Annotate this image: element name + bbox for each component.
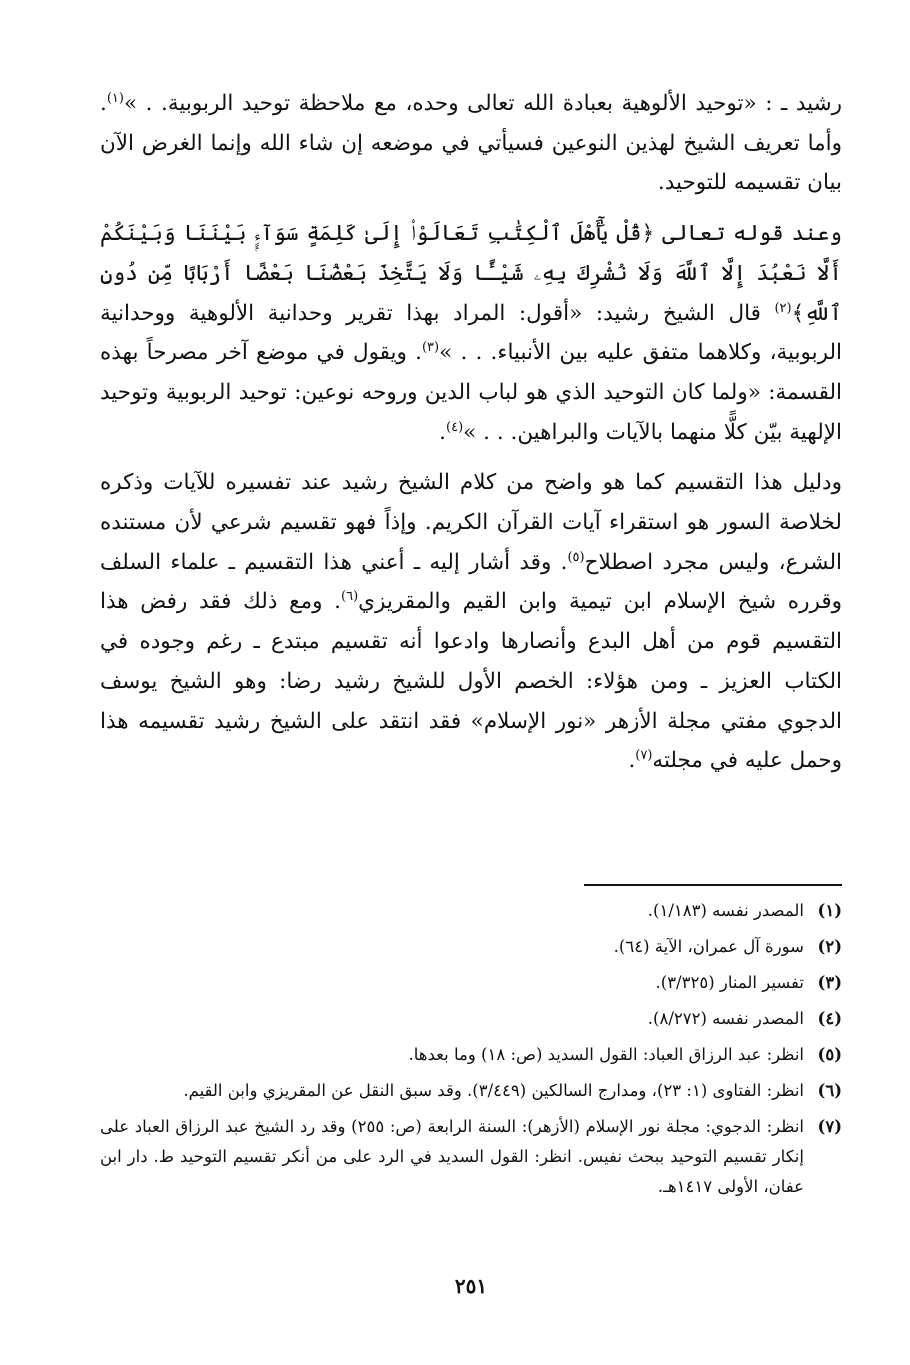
paragraph-text: ودليل هذا التقسيم كما هو واضح من كلام الشيخ رشيد عند تفسيره للآيات وذكره لخلاصة السور هو استقراء آيات القرآن الكريم. وإذاً فهو تقسيم شرعي لأن مستنده الشرع، وليس مجرد اصطلاح [100, 470, 842, 575]
footnote-reference[interactable]: (٣) [421, 340, 440, 356]
footnote-text: المصدر نفسه (١/١٨٣). [647, 901, 804, 920]
paragraph-text: . ومع ذلك فقد رفض هذا التقسيم قوم من أهل البدع وأنصارها وادعوا أنه تقسيم مبتدع ـ رغم وجوده في الكتاب العزيز ـ ومن هؤلاء: الخصم الأول للشيخ رشيد رضا: وهو الشيخ يوسف الدجوي مفتي مجلة الأزهر «نور الإسلام» فقد انتقد على الشيخ رشيد تقسيمه هذا وحمل عليه في مجلته [100, 589, 842, 774]
paragraph-text: رشيد ـ : «توحيد الألوهية بعبادة الله تعالى وحده، مع ملاحظة توحيد الربوبية. . » [123, 91, 842, 116]
footnote-reference[interactable]: (١) [106, 90, 124, 106]
footnote-text: انظر: الفتاوى (١: ٢٣)، ومدارج السالكين (٣/٤٤٩). وقد سبق النقل عن المقريزي وابن القيم. [183, 1081, 804, 1100]
footnote-number: (٣) [817, 973, 842, 992]
footnote-item [100, 896, 842, 926]
body-paragraph [100, 463, 842, 781]
paragraph-text: . [628, 748, 636, 774]
footnote-number: (١) [817, 901, 842, 920]
paragraph-text: . وأما تعريف الشيخ لهذين النوعين فسيأتي في موضعه إن شاء الله وإنما الغرض الآن بيان تقسيمه للتوحيد. [100, 91, 842, 196]
document-page [100, 84, 842, 1314]
paragraph-text: قال الشيخ رشيد: «أقول: المراد بهذا تقرير وحدانية الألوهية ووحدانية الربوبية، وكلاهما متفق عليه بين الأنبياء. . . » [100, 300, 843, 366]
footnote-reference[interactable]: (٤) [446, 419, 464, 435]
footnote-text: المصدر نفسه (٨/٢٧٢). [647, 1009, 804, 1028]
footnote-separator [584, 884, 842, 886]
footnote-reference[interactable]: (٥) [567, 549, 585, 565]
footnote-item [100, 1004, 842, 1034]
footnotes-list [100, 896, 842, 1208]
footnote-item [100, 1112, 842, 1202]
footnote-reference[interactable]: (٧) [635, 748, 653, 764]
footnote-number: (٧) [817, 1117, 842, 1136]
footnote-text: انظر: الدجوي: مجلة نور الإسلام (الأزهر): السنة الرابعة (ص: ٢٥٥) وقد رد الشيخ عبد الرزاق العباد على إنكار تقسيم التوحيد ببحث نفيس. انظر: القول السديد في الرد على من أنكر تقسيم التوحيد ط. دار ابن عفان، الأولى ١٤١٧هـ. [100, 1117, 804, 1196]
paragraph-text: . وقد أشار إليه ـ أعني هذا التقسيم ـ علماء السلف وقرره شيخ الإسلام ابن تيمية وابن القيم والمقريزي [100, 549, 842, 615]
footnote-reference[interactable]: (٦) [341, 589, 359, 605]
footnote-item [100, 1040, 842, 1070]
footnote-item [100, 968, 842, 998]
footnote-number: (٥) [817, 1045, 842, 1064]
body-paragraph [100, 84, 842, 203]
page-number: ٢٥١ [454, 1274, 488, 1298]
footnote-reference[interactable]: (٢) [774, 300, 792, 316]
footnote-text: تفسير المنار (٣/٣٢٥). [655, 973, 804, 992]
footnote-item [100, 932, 842, 962]
footnote-number: (٤) [817, 1009, 842, 1028]
main-text [100, 84, 842, 781]
footnote-item [100, 1076, 842, 1106]
paragraph-text: . ويقول في موضع آخر مصرحاً بهذه القسمة: «ولما كان التوحيد الذي هو لباب الدين وروحه نوعين: توحيد الربوبية وتوحيد الإلهية بيّن كلًّا منهما بالآيات والبراهين. . . » [100, 340, 842, 445]
body-paragraph [100, 214, 842, 452]
footnote-text: انظر: عبد الرزاق العباد: القول السديد (ص: ١٨) وما بعدها. [408, 1045, 804, 1064]
footnote-text: سورة آل عمران، الآية (٦٤). [613, 937, 804, 956]
paragraph-text: وعند قوله تعالى ﴿قُلْ يَٰٓأَهْلَ ٱلْكِتَٰبِ تَعَالَوْا۟ إِلَىٰ كَلِمَةٍ سَوَآءٍۭ بَيْنَنَا وَبَيْنَكُمْ أَلَّا نَعْبُدَ إِلَّا ٱللَّهَ وَلَا نُشْرِكَ بِهِۦ شَيْـًٔا وَلَا يَتَّخِذَ بَعْضُنَا بَعْضًا أَرْبَابًا مِّن دُونِ ٱللَّهِ﴾ [100, 221, 842, 326]
footnote-number: (٦) [817, 1081, 842, 1100]
paragraph-text: . [439, 419, 447, 445]
footnote-number: (٢) [817, 937, 842, 956]
